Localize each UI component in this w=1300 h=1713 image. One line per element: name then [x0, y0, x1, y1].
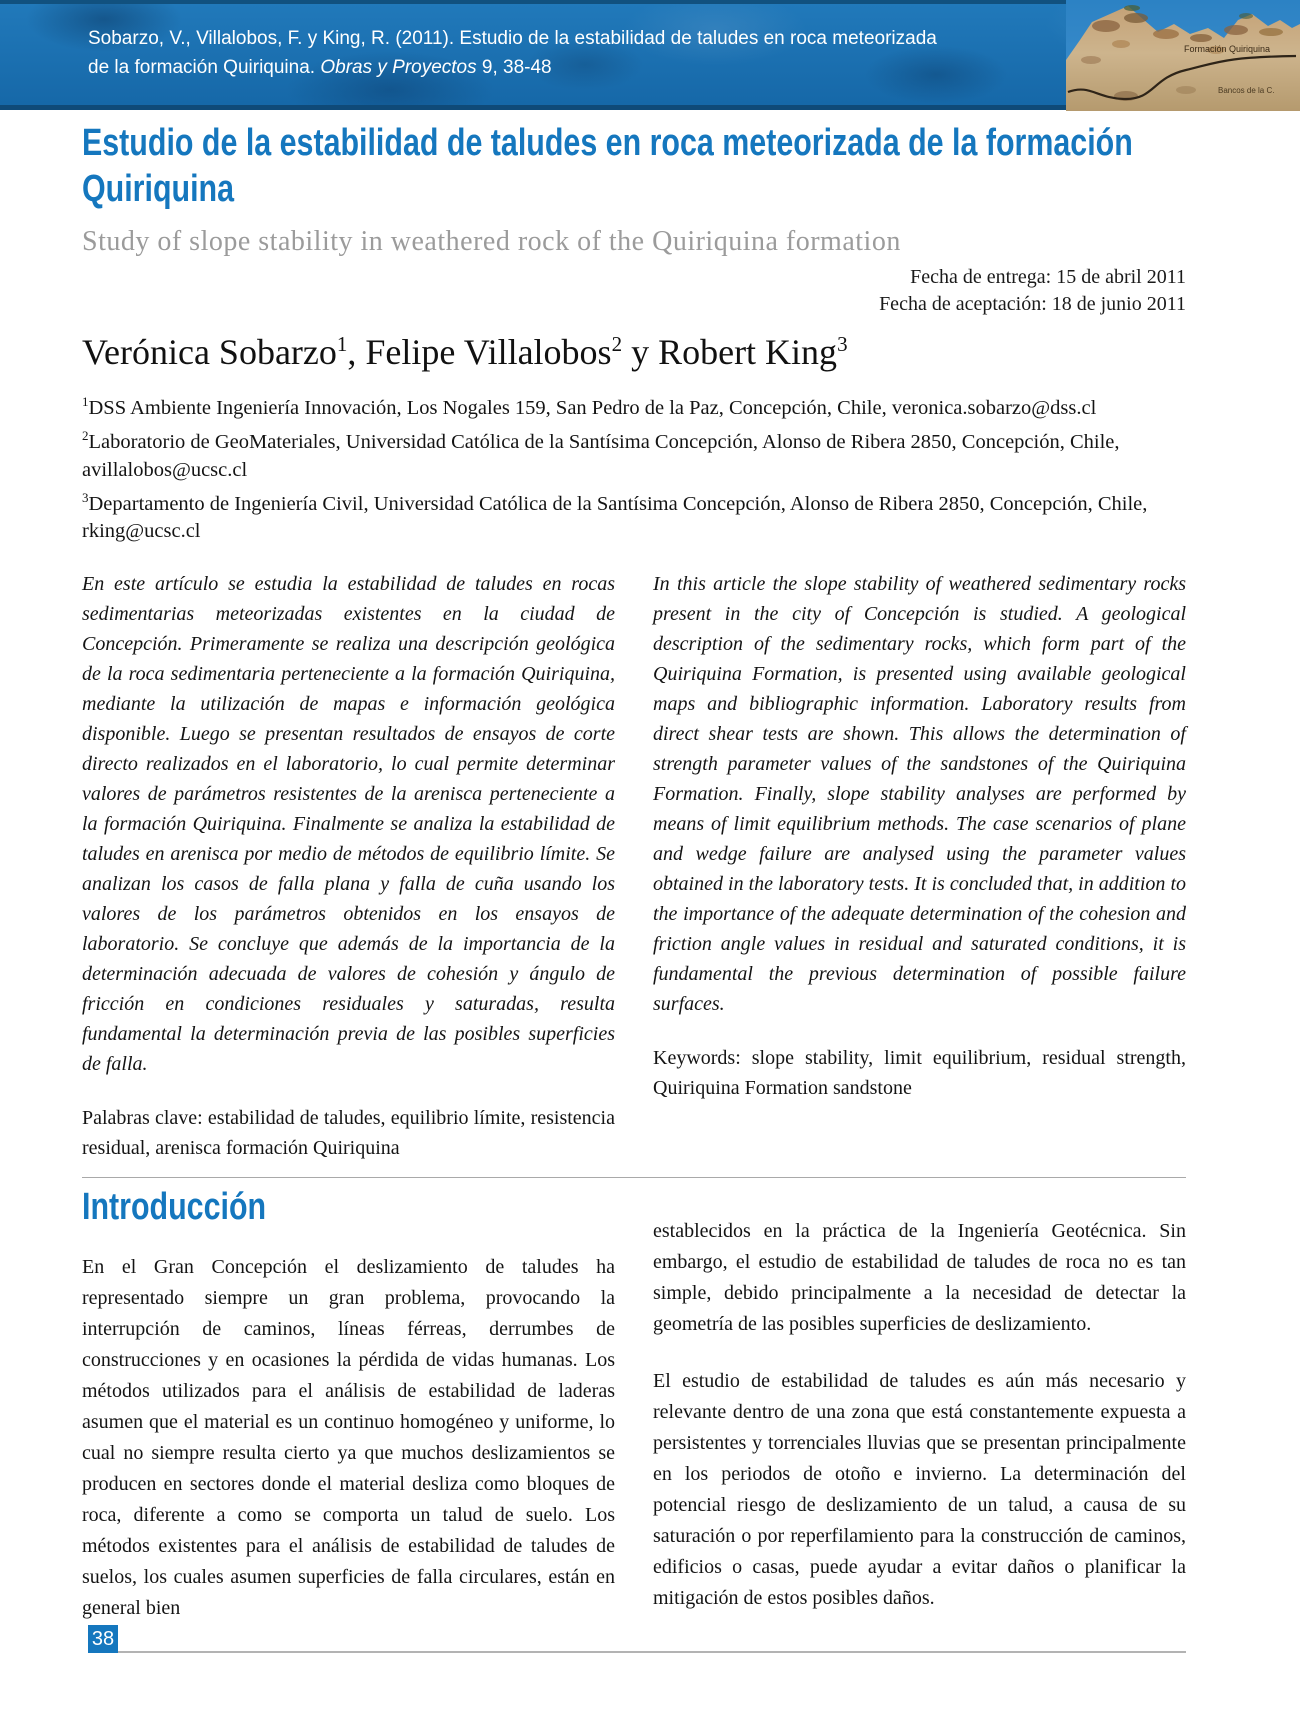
introduction-section [82, 1184, 1186, 1624]
section-divider-rule [82, 1177, 1186, 1178]
affiliation-1: $^1$DSS Ambiente Ingeniería Innovación, Los Nogales 159, San Pedro de la Paz, Concepción, Chile, veronica.sobarzo@dss.cl [82, 394, 1097, 419]
keywords-english: Keywords: slope stability, limit equilibrium, residual strength, Quiriquina Formation sandstone [653, 1047, 1186, 1100]
authors-line: Verónica Sobarzo$^1$, Felipe Villalobos$^2$ y Robert King$^3$ [82, 332, 848, 372]
date-received: Fecha de entrega: 15 de abril 2011 [910, 266, 1186, 288]
photo-label-bancos: Bancos de la C. [1218, 86, 1275, 95]
abstract-spanish-column [82, 569, 615, 1163]
introduction-heading: Introducción [82, 1186, 267, 1229]
footer-rule [118, 1651, 1186, 1653]
introduction-paragraph: El estudio de estabilidad de taludes es aún más necesario y relevante dentro de una zona que está constantemente expuesta a persistentes y torrenciales lluvias que se presentan principalmente en los periodos de otoño e invierno. La determinación del potencial riesgo de deslizamiento de un talud, a causa de su saturación o por reperfilamiento para la construcción de caminos, edificios o casas, puede ayudar a evitar daños o planificar la mitigación de estos posibles daños. [653, 1370, 1186, 1610]
introduction-left-column [82, 1184, 615, 1624]
paper-title-line1: Estudio de la estabilidad de taludes en roca meteorizada de la formación [82, 122, 1133, 164]
journal-header-banner [0, 0, 1300, 110]
author-name: Verónica Sobarzo [82, 332, 337, 372]
abstract-section [82, 569, 1186, 1163]
photo-label-formacion: Formación Quiriquina [1184, 44, 1271, 54]
paper-title-line2: Quiriquina [82, 168, 234, 210]
introduction-paragraph: En el Gran Concepción el deslizamiento de taludes ha representado siempre un gran problema, provocando la interrupción de caminos, líneas férreas, derrumbes de construcciones y en ocasiones la pérdida de vidas humanas. Los métodos utilizados para el análisis de estabilidad de laderas asumen que el material es un continuo homogéneo y uniforme, lo cual no siempre resulta cierto ya que muchos deslizamientos se producen en sectores donde el material desliza como bloques de roca, diferente a como se comporta un talud de suelo. Los métodos existentes para el análisis de estabilidad de taludes de suelos, los cuales asumen superficies de falla circulares, están en general bien [82, 1256, 615, 1620]
page-number-badge: 38 [88, 1625, 118, 1653]
introduction-paragraph: establecidos en la práctica de la Ingeniería Geotécnica. Sin embargo, el estudio de estabilidad de taludes de roca no es tan simple, debido principalmente a la necesidad de detectar la geometría de las posibles superficies de deslizamiento. [653, 1220, 1186, 1336]
abstract-english-column [653, 569, 1186, 1163]
affiliations-block [82, 388, 1186, 545]
author-affiliation-ref: 2 [611, 332, 623, 356]
abstract-english: In this article the slope stability of weathered sedimentary rocks present in the city of Concepción is studied. A geological description of the sedimentary rocks, which form part of the Quiriquina Formation, is presented using available geological maps and bibliographic information. Laboratory results from direct shear tests are shown. This allows the determination of strength parameter values of the sandstones of the Quiriquina Formation. Finally, slope stability analyses are performed by means of limit equilibrium methods. The case scenarios of plane and wedge failure are analysed using the parameter values obtained in the laboratory tests. It is concluded that, in addition to the importance of the adequate determination of the cohesion and friction angle values in residual and saturated conditions, it is fundamental the previous determination of possible failure surfaces. [653, 573, 1186, 1016]
header-citation [88, 24, 1068, 82]
header-citation-line1: Sobarzo, V., Villalobos, F. y King, R. (2011). Estudio de la estabilidad de taludes en roca meteorizada [88, 28, 937, 49]
journal-name: Obras y Proyectos [320, 57, 477, 78]
author-affiliation-ref: 3 [837, 332, 848, 356]
affiliation-2: $^2$Laboratorio de GeoMateriales, Universidad Católica de la Santísima Concepción, Alonso de Ribera 2850, Concepción, Chile, avillalobos@ucsc.cl [82, 427, 1120, 481]
palabras-clave: Palabras clave: estabilidad de taludes, equilibrio límite, resistencia residual, arenisca formación Quiriquina [82, 1107, 615, 1160]
submission-dates [82, 264, 1186, 318]
paper-title [82, 120, 1186, 212]
date-accepted: Fecha de aceptación: 18 de junio 2011 [879, 293, 1186, 315]
affiliation-3: $^3$Departamento de Ingeniería Civil, Universidad Católica de la Santísima Concepción, Alonso de Ribera 2850, Concepción, Chile, rking@ucsc.cl [82, 489, 1148, 543]
author-name: Robert King [658, 332, 838, 372]
author-affiliation-ref: 1 [336, 332, 348, 356]
author-name: Felipe Villalobos [365, 332, 612, 372]
header-citation-line2: de la formación Quiriquina. Obras y Proyectos 9, 38-48 [88, 57, 552, 78]
cliff-photo [1066, 0, 1300, 111]
paper-subtitle-english: Study of slope stability in weathered rock of the Quiriquina formation [82, 226, 901, 257]
article-content [82, 120, 1186, 1624]
abstract-spanish: En este artículo se estudia la estabilidad de taludes en rocas sedimentarias meteorizadas existentes en la ciudad de Concepción. Primeramente se realiza una descripción geológica de la roca sedimentaria perteneciente a la formación Quiriquina, mediante la utilización de mapas e información geológica disponible. Luego se presentan resultados de ensayos de corte directo realizados en el laboratorio, lo cual permite determinar valores de parámetros resistentes de la arenisca perteneciente a la formación Quiriquina. Finalmente se analiza la estabilidad de taludes en arenisca por medio de métodos de equilibrio límite. Se analizan los casos de falla plana y falla de cuña usando los valores de los parámetros obtenidos en los ensayos de laboratorio. Se concluye que además de la importancia de la determinación adecuada de valores de cohesión y ángulo de fricción en condiciones residuales y saturadas, resulta fundamental la determinación previa de las posibles superficies de falla. [82, 573, 615, 1076]
introduction-right-column [653, 1184, 1186, 1624]
